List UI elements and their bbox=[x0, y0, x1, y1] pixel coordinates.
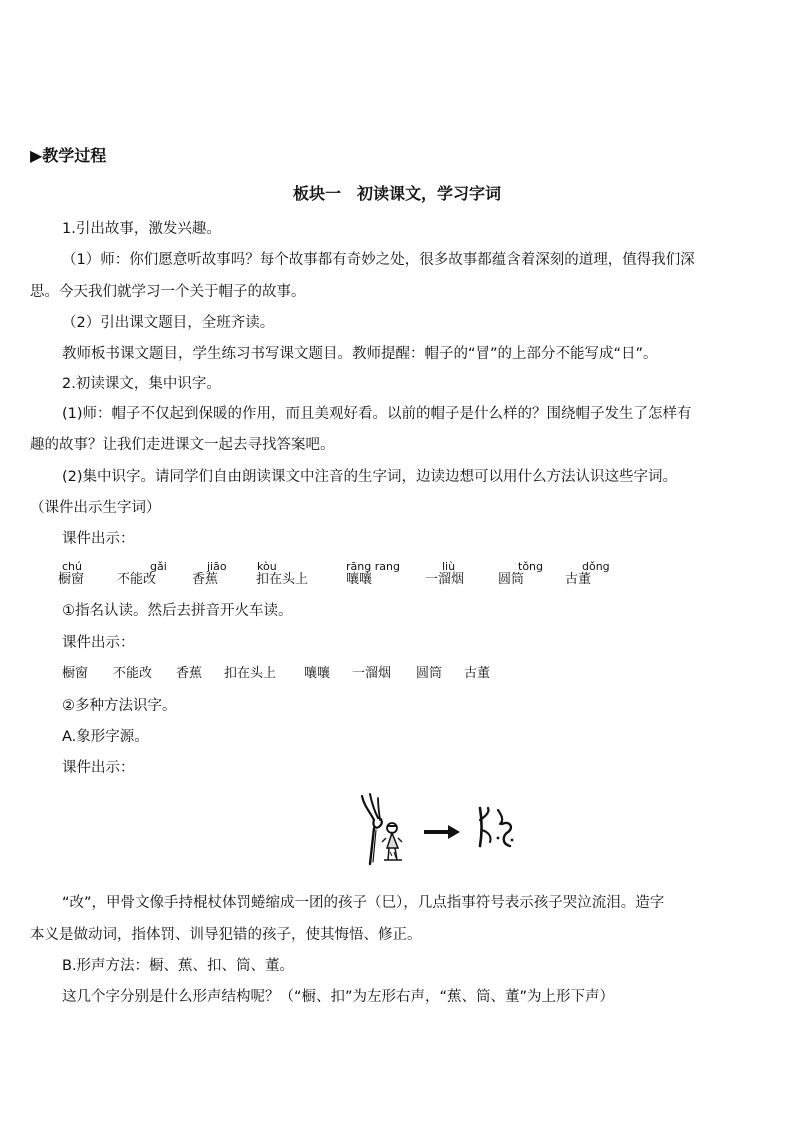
paragraph: B.形声方法：橱、蕉、扣、筒、董。 bbox=[62, 958, 295, 974]
pinyin: jiāo bbox=[207, 560, 227, 573]
vocab-word: 嚷嚷 bbox=[346, 572, 373, 587]
vocab-word: 圆筒 bbox=[416, 666, 443, 681]
vocab-word: 一溜烟 bbox=[352, 666, 392, 681]
paragraph: 趣的故事？让我们走进课文一起去寻找答案吧。 bbox=[30, 437, 335, 453]
vocab-word: 香蕉 bbox=[192, 572, 219, 587]
arrow-right-icon bbox=[424, 825, 460, 839]
paragraph: 1.引出故事，激发兴趣。 bbox=[62, 221, 221, 237]
paragraph: 课件出示： bbox=[62, 760, 135, 776]
hand-stick-icon bbox=[362, 794, 382, 864]
pinyin: rāng rang bbox=[346, 560, 400, 573]
paragraph: 本义是做动词，指体罚、训导犯错的孩子，使其悔悟、修正。 bbox=[30, 927, 422, 943]
block-title: 板块一 初读课文，学习字词 bbox=[292, 184, 501, 203]
vocab-word: 扣在头上 bbox=[256, 572, 309, 587]
paragraph: (1)师：帽子不仅起到保暖的作用，而且美观好看。以前的帽子是什么样的？围绕帽子发生了怎样有 bbox=[62, 406, 692, 422]
paragraph: 这几个字分别是什么形声结构呢？（“橱、扣”为左形右声，“蕉、筒、董”为上形下声） bbox=[62, 989, 615, 1005]
paragraph: A.象形字源。 bbox=[62, 729, 149, 745]
paragraph: “改”，甲骨文像手持棍杖体罚蜷缩成一团的孩子（巳），几点指事符号表示孩子哭泣流泪。造字 bbox=[62, 895, 665, 911]
vocab-word: 扣在头上 bbox=[224, 666, 277, 681]
vocab-word: 不能改 bbox=[113, 666, 153, 681]
vocab-word: 不能改 bbox=[117, 572, 157, 587]
child-figure-icon bbox=[382, 823, 402, 860]
vocab-word: 古董 bbox=[464, 666, 491, 681]
paragraph: (2)集中识字。请同学们自由朗读课文中注音的生字词，边读边想可以用什么方法认识这些字词。 bbox=[62, 469, 678, 485]
paragraph: 思。今天我们就学习一个关于帽子的故事。 bbox=[30, 284, 306, 300]
pinyin: gǎi bbox=[150, 560, 167, 573]
vocab-word: 橱窗 bbox=[62, 666, 89, 681]
paragraph: ②多种方法识字。 bbox=[62, 698, 177, 714]
pinyin: liù bbox=[442, 560, 456, 573]
paragraph: ①指名认读。然后去拼音开火车读。 bbox=[62, 603, 293, 619]
vocab-word: 橱窗 bbox=[58, 572, 85, 587]
pinyin: tǒng bbox=[518, 560, 543, 573]
vocab-word: 嚷嚷 bbox=[304, 666, 331, 681]
ancient-glyph-icon bbox=[480, 808, 513, 846]
paragraph: （课件出示生字词） bbox=[30, 500, 161, 516]
vocab-word: 古董 bbox=[565, 572, 592, 587]
paragraph: 课件出示： bbox=[62, 531, 135, 547]
pinyin: chú bbox=[62, 560, 82, 573]
section-heading: ▶教学过程 bbox=[30, 146, 107, 165]
paragraph: 2.初读课文，集中识字。 bbox=[62, 376, 221, 392]
vocab-word: 圆筒 bbox=[498, 572, 525, 587]
paragraph: 课件出示： bbox=[62, 635, 135, 651]
paragraph: （1）师：你们愿意听故事吗？每个故事都有奇妙之处，很多故事都蕴含着深刻的道理，值得我们深 bbox=[62, 252, 695, 268]
vocab-word: 一溜烟 bbox=[425, 572, 465, 587]
paragraph: 教师板书课文题目，学生练习书写课文题目。教师提醒：帽子的“冒”的上部分不能写成“日”。 bbox=[62, 346, 658, 362]
pinyin: kòu bbox=[257, 560, 277, 573]
vocab-word: 香蕉 bbox=[176, 666, 203, 681]
paragraph: （2）引出课文题目，全班齐读。 bbox=[62, 315, 275, 331]
pinyin: dǒng bbox=[582, 560, 610, 573]
oracle-bone-illustration bbox=[352, 790, 524, 872]
